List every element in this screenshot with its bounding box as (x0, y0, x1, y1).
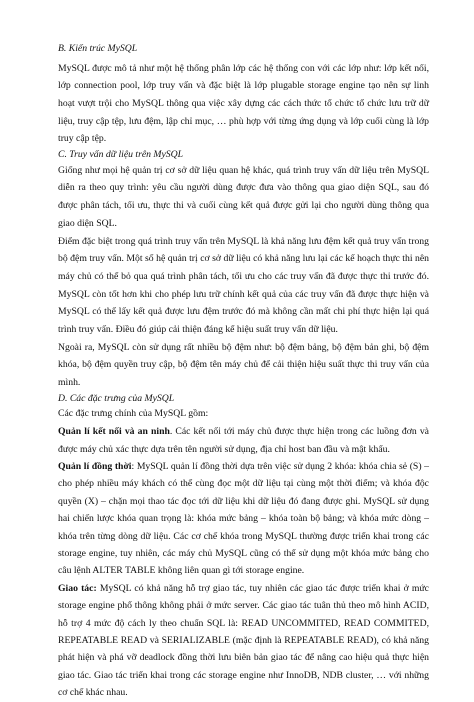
section-c-paragraph-3: Ngoài ra, MySQL còn sử dụng rất nhiều bộ đệm như: bộ đệm bảng, bộ đệm bản ghi, bộ đệm khóa, bộ đệm quyền truy cập, bộ đệm tên máy chủ để cải thiện hiệu suất thực thi truy vấn của mình. (58, 341, 429, 389)
section-b-heading: B. Kiến trúc MySQL (58, 43, 138, 54)
section-c-heading: C. Truy vấn dữ liệu trên MySQL (58, 149, 184, 161)
feature-text: . Các kết nối tới máy chủ được thực hiện trong các luồng đơn và được máy chủ xác thực dựa trên tên người sử dụng, địa chỉ host ban đầu và mật khẩu. (58, 426, 429, 455)
section-b-paragraph: MySQL được mô tả như một hệ thống phân lớp các hệ thống con với các lớp như: lớp kết nối, lớp connection pool, lớp truy vấn và đặc biệt là lớp plugable storage engine tạo nên sự linh hoạt vượt trội cho MySQL thông qua việc xây dựng các cách thức tổ chức tổ chức lưu trữ dữ liệu, truy cập tệp, lưu đệm, lập chỉ mục, … phù hợp với từng ứng dụng và lớp cuối cùng là lớp truy cập tệp. (58, 62, 429, 145)
feature-transactions (58, 580, 429, 702)
section-d-heading: D. Các đặc trưng của MySQL (58, 392, 175, 404)
feature-connection-security (58, 423, 429, 458)
feature-text: : MySQL quản lí đồng thời dựa trên việc sử dụng 2 khóa: khóa chia sẻ (S) – cho phép nhiều máy khách có thể cùng đọc một dữ liệu tại cùng một thời điểm; và khóa độc quyền (X) – chặn mọi thao tác đọc tới dữ liệu khi dữ liệu đó đang được ghi. MySQL sử dụng hai chiến lược khóa quan trọng là: khóa mức bảng – khóa toàn bộ bảng; và khóa mức dòng – khóa trên từng dòng dữ liệu. Các cơ chế khóa trong MySQL thường được triển khai trong các storage engine, tuy nhiên, các máy chủ MySQL cũng có thể sử dụng một khóa mức bảng cho câu lệnh ALTER TABLE không liên quan gì tới storage engine. (58, 460, 430, 577)
feature-text: MySQL có khả năng hỗ trợ giao tác, tuy nhiên các giao tác được triển khai ở mức storage engine phổ thông không phải ở mức server. Các giao tác tuân thủ theo mô hình ACID, hỗ trợ 4 mức độ cách ly theo chuẩn SQL là: READ UNCOMMITED, READ COMMITED, REPEATABLE READ và SERIALIZABLE (mặc định là REPEATABLE READ), có khả năng phát hiện và phá vỡ deadlock đồng thời lưu biên bản giao tác để nâng cao hiệu quả thực hiện giao tác. Giao tác triển khai trong các storage engine như InnoDB, NDB cluster, … với những cơ chế khác nhau. (58, 582, 429, 699)
feature-term: Quản lí kết nối và an ninh (58, 426, 170, 438)
feature-concurrency (58, 458, 429, 580)
section-c-paragraph-1: Giống như mọi hệ quản trị cơ sở dữ liệu quan hệ khác, quá trình truy vấn dữ liệu trên MySQL diễn ra theo quy trình: yêu cầu người dùng được đưa vào thông qua giao diện SQL, sau đó được phân tách, tối ưu, thực thi và cuối cùng kết quả được gửi lại cho người dùng thông qua giao diện SQL. (58, 164, 429, 229)
section-c-paragraph-2: Điểm đặc biệt trong quá trình truy vấn trên MySQL là khả năng lưu đệm kết quả truy vấn trong bộ đệm truy vấn. Một số hệ quản trị cơ sở dữ liệu có khả năng lưu lại các kế hoạch thực thi nên máy chủ có thể bỏ qua quá trình phân tách, tối ưu cho các truy vấn đã được thực thi trước đó. MySQL còn tốt hơn khi cho phép lưu trữ chính kết quả của các truy vấn đã được thực hiện và MySQL có thể lấy kết quả được lưu đệm trước đó mà không cần mất chi phí thực hiện lại quá trình truy vấn. Điều đó giúp cải thiện đáng kể hiệu suất truy vấn dữ liệu. (58, 235, 429, 336)
feature-term: Giao tác: (58, 582, 97, 594)
feature-term: Quản lí đồng thời (58, 460, 132, 472)
section-d-intro: Các đặc trưng chính của MySQL gồm: (58, 408, 209, 420)
